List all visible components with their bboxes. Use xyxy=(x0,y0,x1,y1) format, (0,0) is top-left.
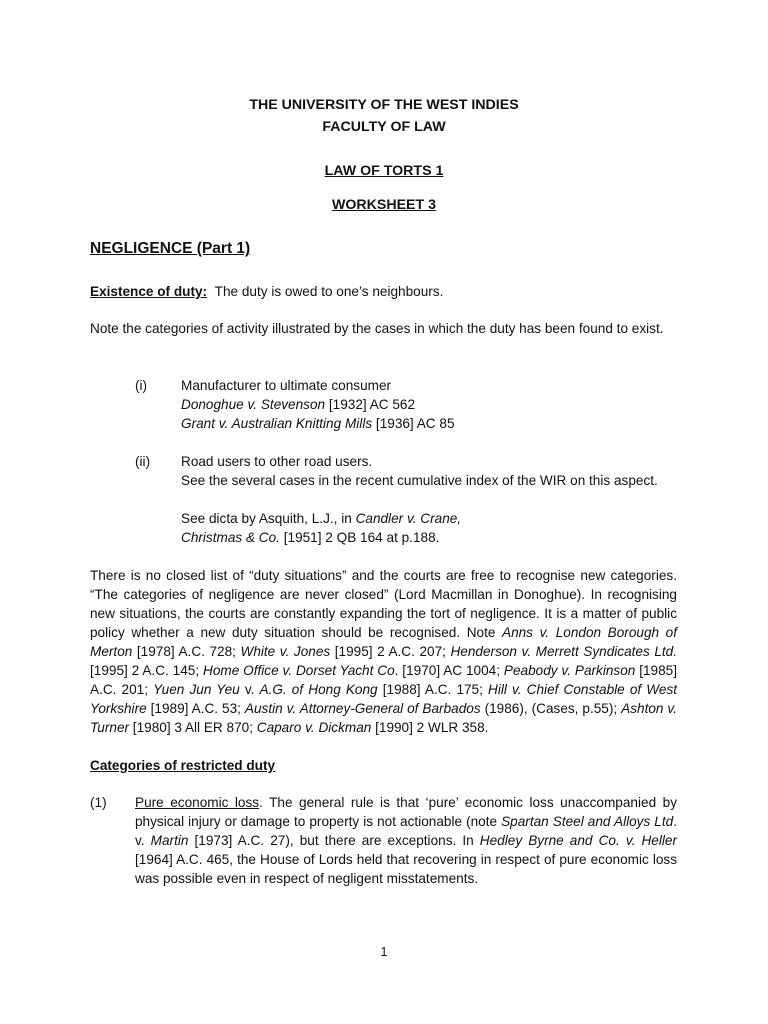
note-categories-paragraph: Note the categories of activity illustrated by the cases in which the duty has been found to exist. xyxy=(90,321,664,336)
case-citation: Grant v. Australian Knitting Mills [1936] AC 85 xyxy=(181,416,455,431)
page-number: 1 xyxy=(380,945,388,959)
case-name: Christmas & Co. xyxy=(181,530,280,545)
item-title: Manufacturer to ultimate consumer xyxy=(181,378,392,393)
pure-economic-loss-label: Pure economic loss xyxy=(135,795,260,810)
university-title: THE UNIVERSITY OF THE WEST INDIES xyxy=(249,97,519,113)
case-name: Donoghue v. Stevenson xyxy=(181,397,326,412)
item-title: Road users to other road users. xyxy=(181,454,373,469)
case-name: Candler v. Crane, xyxy=(355,511,462,526)
item-detail: See the several cases in the recent cumulative index of the WIR on this aspect. xyxy=(181,473,658,488)
pure-economic-loss-paragraph: Pure economic loss. The general rule is that ‘pure’ economic loss unaccompanied by physical injury or damage to property is not actionable (note Spartan Steel and Alloys Ltd. v. Martin [1973] A.C. 27), but there are exceptions. In Hedley Byrne and Co. v. Heller [1964] A.C. 465, the House of Lords held that recovering in respect of pure economic loss was possible even in respect of negligent misstatements. xyxy=(135,795,677,886)
case-name: Grant v. Australian Knitting Mills xyxy=(181,416,373,431)
worksheet-title: WORKSHEET 3 xyxy=(331,197,437,213)
item-number: (1) xyxy=(90,795,107,810)
existence-of-duty xyxy=(90,282,677,301)
closed-list-paragraph: There is no closed list of “duty situations” and the courts are free to recognise new categories. “The categories of negligence are never closed” (Lord Macmillan in Donoghue). In recognising new situations, the courts are constantly expanding the tort of negligence. It is a matter of public policy whether a new duty situation should be recognised. Note Anns v. London Borough of Merton [1978] A.C. 728; White v. Jones [1995] 2 A.C. 207; Henderson v. Merrett Syndicates Ltd. [1995] 2 A.C. 145; Home Office v. Dorset Yacht Co. [1970] AC 1004; Peabody v. Parkinson [1985] A.C. 201; Yuen Jun Yeu v. A.G. of Hong Kong [1988] A.C. 175; Hill v. Chief Constable of West Yorkshire [1989] A.C. 53; Austin v. Attorney-General of Barbados (1986), (Cases, p.55); Ashton v. Turner [1980] 3 All ER 870; Caparo v. Dickman [1990] 2 WLR 358. xyxy=(90,568,678,735)
restricted-duty-heading: Categories of restricted duty xyxy=(90,758,276,773)
item-number: (i) xyxy=(135,378,148,393)
list-item xyxy=(181,452,677,490)
case-citation: Donoghue v. Stevenson [1932] AC 562 xyxy=(181,397,416,412)
section-heading: NEGLIGENCE (Part 1) xyxy=(90,240,251,257)
list-item xyxy=(181,376,677,433)
dicta-reference: See dicta by Asquith, L.J., in Candler v. Crane, Christmas & Co. [1951] 2 QB 164 at p.188. xyxy=(181,511,462,545)
item-number: (ii) xyxy=(135,454,151,469)
faculty-title: FACULTY OF LAW xyxy=(322,119,446,135)
existence-label: Existence of duty: xyxy=(90,284,208,299)
existence-text: The duty is owed to one’s neighbours. xyxy=(214,284,444,299)
course-title: LAW OF TORTS 1 xyxy=(324,163,444,179)
